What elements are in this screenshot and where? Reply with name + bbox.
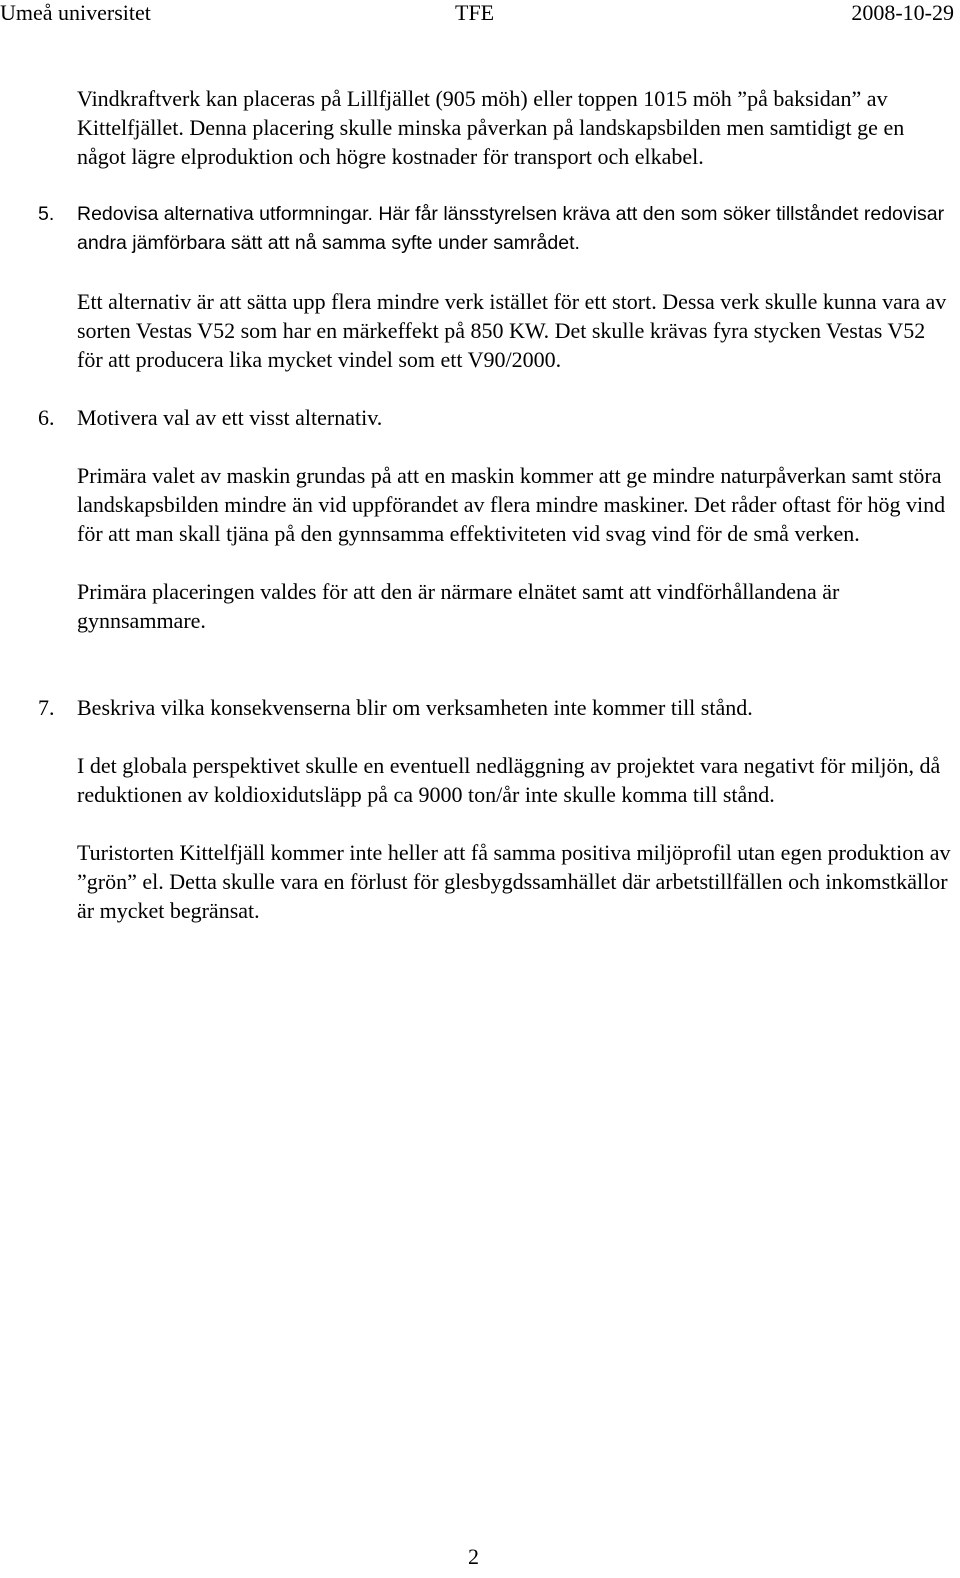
paragraph-placement-choice: Primära placeringen valdes för att den är närmare elnätet samt att vindförhållandena är gynnsammare. bbox=[77, 579, 840, 633]
paragraph-placement: Vindkraftverk kan placeras på Lillfjället (905 möh) eller toppen 1015 möh ”på baksidan” av Kittelfjället. Denna placering skulle minska påverkan på landskapsbilden men samtidigt ge en något lägre elproduktion och högre kostnader för transport och elkabel. bbox=[77, 86, 905, 169]
header-institution: Umeå universitet bbox=[0, 0, 151, 25]
question-5-text: Redovisa alternativa utformningar. Här får länsstyrelsen kräva att den som söker tillståndet redovisar andra jämförbara sätt att nå samma syfte under samrådet. bbox=[77, 203, 945, 254]
paragraph-alternative: Ett alternativ är att sätta upp flera mindre verk istället för ett stort. Dessa verk skulle kunna vara av sorten Vestas V52 som har en märkeffekt på 850 KW. Det skulle krävas fyra stycken Vestas V52 för att producera lika mycket vindel som ett V90/2000. bbox=[77, 289, 947, 372]
page-number: 2 bbox=[468, 1544, 479, 1569]
question-6-number: 6. bbox=[38, 405, 55, 430]
paragraph-tourism: Turistorten Kittelfjäll kommer inte heller att få samma positiva miljöprofil utan egen produktion av ”grön” el. Detta skulle vara en förlust för glesbygdssamhället där arbetstillfällen och inkomstkällor är mycket begränsat. bbox=[77, 840, 951, 923]
document-body bbox=[0, 84, 960, 925]
paragraph-machine-choice: Primära valet av maskin grundas på att en maskin kommer att ge mindre naturpåverkan samt störa landskapsbilden mindre än vid uppförandet av flera mindre maskiner. Det råder oftast för hög vind för att man skall tjäna på den gynnsamma effektiviteten vid svag vind för de små verken. bbox=[77, 463, 946, 546]
question-7-number: 7. bbox=[38, 695, 55, 720]
question-7-text: Beskriva vilka konsekvenserna blir om verksamheten inte kommer till stånd. bbox=[77, 695, 753, 720]
question-6-text: Motivera val av ett visst alternativ. bbox=[77, 405, 383, 430]
header-department: TFE bbox=[455, 0, 495, 25]
question-5 bbox=[0, 200, 960, 258]
question-5-number: 5. bbox=[38, 203, 55, 225]
question-6 bbox=[0, 403, 960, 432]
question-7 bbox=[0, 693, 960, 722]
paragraph-global-perspective: I det globala perspektivet skulle en eventuell nedläggning av projektet vara negativt för miljön, då reduktionen av koldioxidutsläpp på ca 9000 ton/år inte skulle komma till stånd. bbox=[77, 753, 941, 807]
header-date: 2008-10-29 bbox=[851, 0, 954, 25]
page-header bbox=[0, 0, 960, 30]
